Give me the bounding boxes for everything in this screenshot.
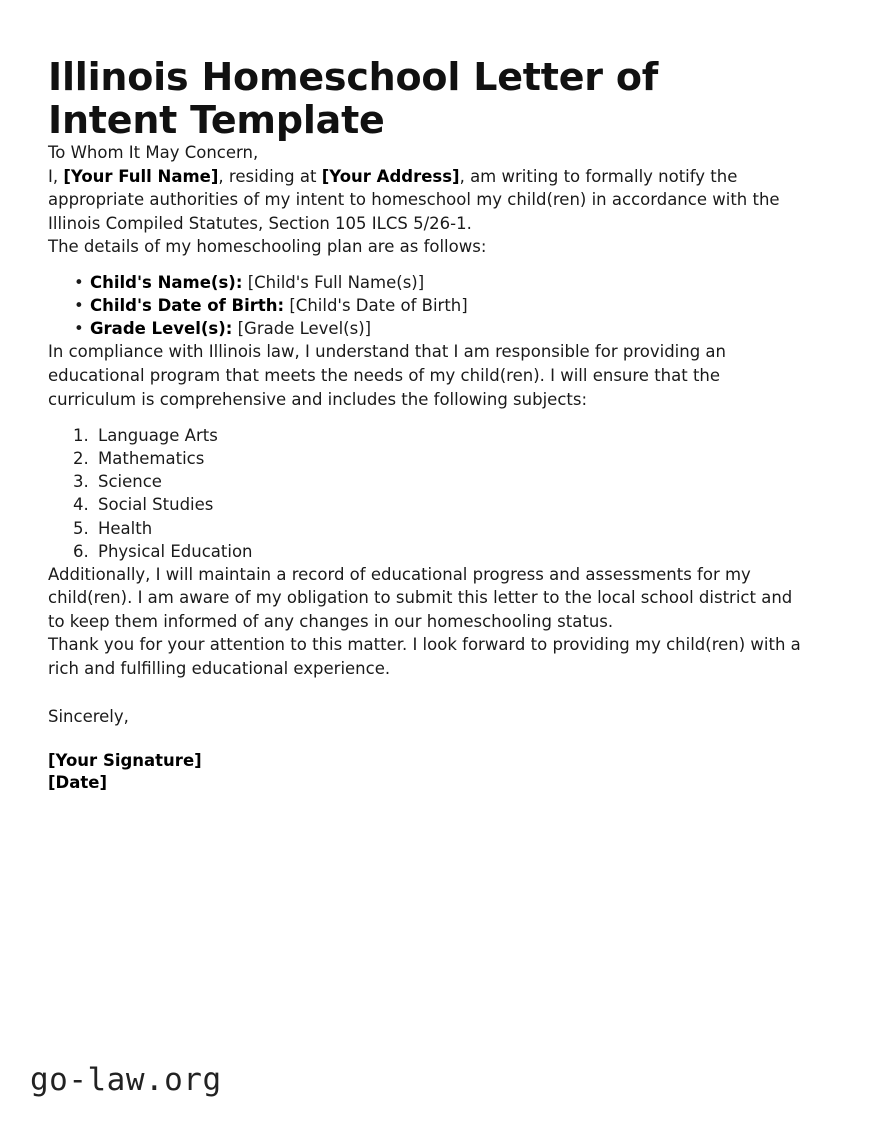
intro-paragraph	[48, 165, 813, 236]
list-item: 3. Science	[94, 470, 813, 493]
date-placeholder: [Date]	[48, 773, 107, 793]
detail-value: [Child's Full Name(s)]	[247, 273, 425, 293]
page-title: Illinois Homeschool Letter of Intent Template	[48, 55, 659, 142]
list-item: 2. Mathematics	[94, 447, 813, 470]
detail-label: Child's Name(s):	[90, 273, 243, 293]
site-watermark: go-law.org	[30, 1062, 222, 1098]
details-lead: The details of my homeschooling plan are as follows:	[48, 237, 487, 257]
child-details-list	[48, 271, 813, 340]
list-item	[90, 294, 813, 317]
full-name-placeholder: [Your Full Name]	[63, 166, 219, 186]
list-item	[90, 271, 813, 294]
list-item: 6. Physical Education	[94, 540, 813, 563]
intro-prefix: I,	[48, 166, 64, 186]
detail-label: Child's Date of Birth:	[90, 296, 285, 316]
intro-middle: , residing at	[218, 166, 322, 186]
detail-value: [Grade Level(s)]	[237, 319, 372, 339]
subjects-list	[48, 424, 813, 563]
compliance-paragraph: In compliance with Illinois law, I understand that I am responsible for providing an educational program that meets the needs of my child(ren). I will ensure that the curriculum is comprehensive and includes the following subjects:	[48, 342, 726, 409]
salutation: To Whom It May Concern,	[48, 143, 259, 163]
document-body	[48, 0, 813, 794]
list-item: 5. Health	[94, 517, 813, 540]
detail-value: [Child's Date of Birth]	[289, 296, 468, 316]
list-item: 4. Social Studies	[94, 493, 813, 516]
list-item	[90, 317, 813, 340]
closing-paragraph: Thank you for your attention to this matter. I look forward to providing my child(ren) with a rich and fulfilling educational experience.	[48, 635, 801, 679]
address-placeholder: [Your Address]	[321, 166, 460, 186]
signoff: Sincerely,	[48, 706, 129, 726]
detail-label: Grade Level(s):	[90, 319, 233, 339]
records-paragraph: Additionally, I will maintain a record of educational progress and assessments for my child(ren). I am aware of my obligation to submit this letter to the local school district and to keep them informed of any changes in our homeschooling status.	[48, 564, 793, 631]
signature-block	[48, 750, 813, 794]
intro-suffix: , am writing to formally notify the appropriate authorities of my intent to homeschool my child(ren) in accordance with the Illinois Compiled Statutes, Section 105 ILCS 5/26-1.	[48, 166, 780, 233]
list-item: 1. Language Arts	[94, 424, 813, 447]
signature-placeholder: [Your Signature]	[48, 751, 202, 771]
